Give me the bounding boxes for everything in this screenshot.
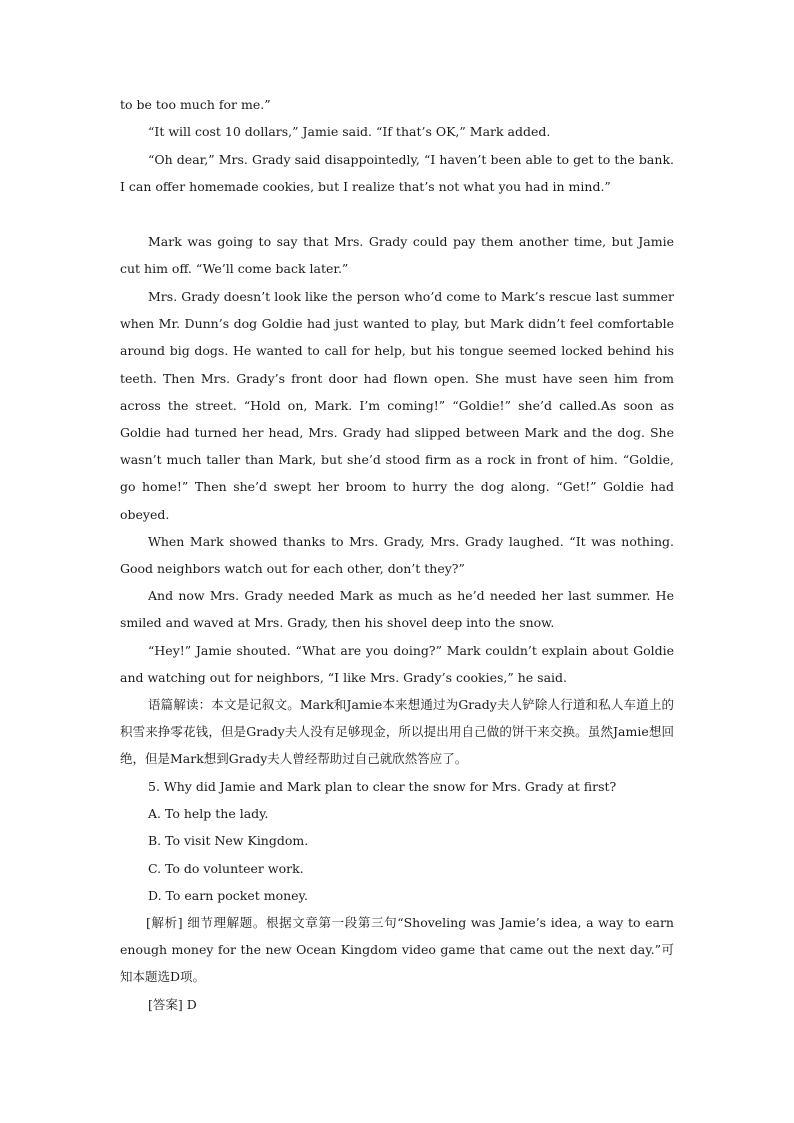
passage-paragraph-0: to be too much for me.” — [120, 97, 271, 112]
explanation-label: [解析] — [146, 915, 183, 930]
explanation-text: 细节理解题。根据文章第一段第三句“Shoveling was Jamie’s idea, a way to earn enough money for the new Ocean Kingdom video game that came out the next day.”可知本题选D项。 — [120, 915, 674, 985]
option-d: D. To earn pocket money. — [148, 888, 308, 903]
question-stem: 5. Why did Jamie and Mark plan to clear the snow for Mrs. Grady at first? — [148, 779, 617, 794]
answer — [120, 991, 674, 1018]
passage-paragraph-3: Mark was going to say that Mrs. Grady could pay them another time, but Jamie cut him off. “We’ll come back later.” — [120, 234, 674, 277]
explanation — [120, 909, 674, 991]
passage-paragraph-6: And now Mrs. Grady needed Mark as much as he’d needed her last summer. He smiled and waved at Mrs. Grady, then his shovel deep into the snow. — [120, 588, 674, 631]
reading-analysis: 语篇解读：本文是记叙文。Mark和Jamie本来想通过为Grady夫人铲除人行道和私人车道上的积雪来挣零花钱，但是Grady夫人没有足够现金，所以提出用自己做的饼干来交换。虽然Jamie想回绝，但是Mark想到Grady夫人曾经帮助过自己就欣然答应了。 — [120, 697, 674, 767]
passage-paragraph-4: Mrs. Grady doesn’t look like the person who’d come to Mark’s rescue last summer when Mr. Dunn’s dog Goldie had just wanted to play, but Mark didn’t feel comfortable around big dogs. He wanted to call for help, but his tongue seemed locked behind his teeth. Then Mrs. Grady’s front door had flown open. She must have seen him from across the street. “Hold on, Mark. I’m coming!” “Goldie!” she’d called.As soon as Goldie had turned her head, Mrs. Grady had slipped between Mark and the dog. She wasn’t much taller than Mark, but she’d stood firm as a rock in front of him. “Goldie, go home!” Then she’d swept her broom to hurry the dog along. “Get!” Goldie had obeyed. — [120, 289, 674, 522]
option-a: A. To help the lady. — [148, 806, 269, 821]
answer-label: [答案] — [148, 997, 183, 1012]
option-b: B. To visit New Kingdom. — [148, 833, 309, 848]
passage-paragraph-7: “Hey!” Jamie shouted. “What are you doing?” Mark couldn’t explain about Goldie and watching out for neighbors, “I like Mrs. Grady’s cookies,” he said. — [120, 643, 674, 686]
passage-paragraph-2: “Oh dear,” Mrs. Grady said disappointedly, “I haven’t been able to get to the bank. I can offer homemade cookies, but I realize that’s not what you had in mind.” — [120, 152, 674, 195]
answer-value: D — [186, 997, 197, 1012]
passage-paragraph-5: When Mark showed thanks to Mrs. Grady, Mrs. Grady laughed. “It was nothing. Good neighbors watch out for each other, don’t they?” — [120, 534, 674, 577]
passage-paragraph-1: “It will cost 10 dollars,” Jamie said. “If that’s OK,” Mark added. — [148, 124, 551, 139]
option-c: C. To do volunteer work. — [148, 861, 304, 876]
